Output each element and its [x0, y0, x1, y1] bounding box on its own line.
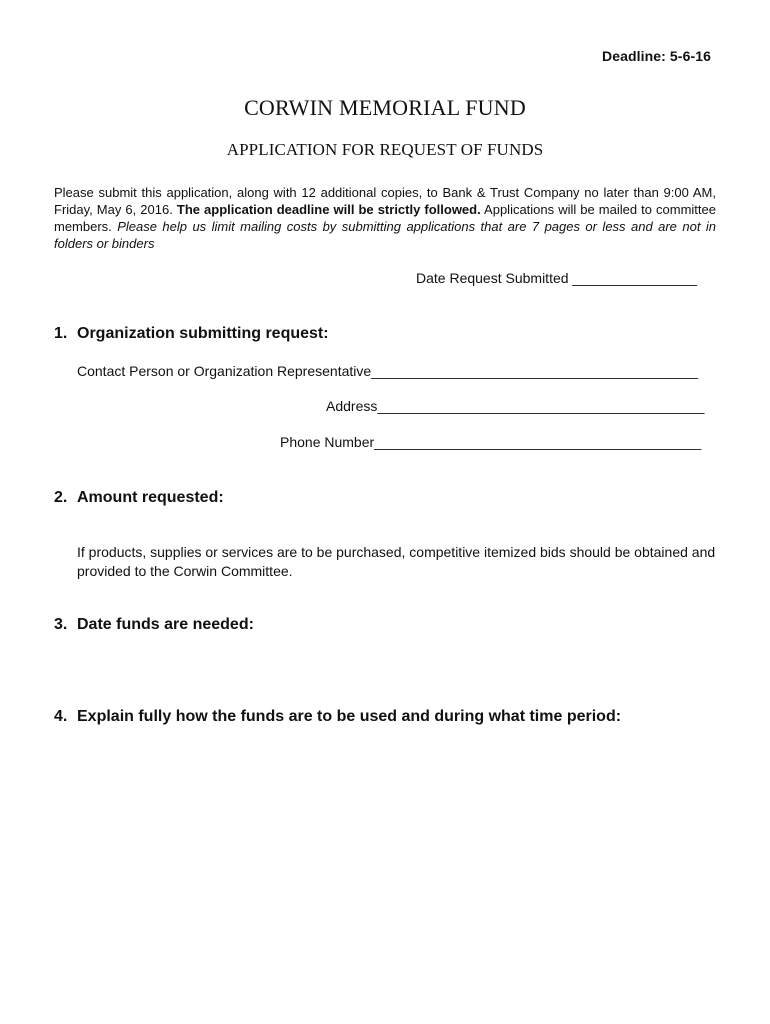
section-organization: [54, 325, 329, 343]
section-explain-usage: [54, 708, 621, 726]
section-number: 1.: [54, 325, 68, 342]
section-amount: [54, 489, 224, 507]
intro-text-part1: Please submit this application, along with 12 additional copies, to Bank & Trust Company no later than 9:00 AM, Friday, May 6, 2016.: [54, 185, 716, 217]
section-label: Amount requested:: [77, 489, 224, 506]
deadline-label: Deadline: 5-6-16: [602, 48, 711, 64]
date-request-submitted-field[interactable]: Date Request Submitted ________________: [416, 270, 697, 286]
phone-number-field[interactable]: Phone Number__________________________________________: [280, 434, 702, 450]
intro-text-part2: Applications will be mailed to committee members.: [54, 202, 716, 234]
address-field[interactable]: Address__________________________________________: [326, 398, 705, 414]
section-label: Organization submitting request:: [77, 325, 329, 342]
section-number: 2.: [54, 489, 68, 506]
section-label: Explain fully how the funds are to be used and during what time period:: [77, 708, 622, 725]
document-subtitle: APPLICATION FOR REQUEST OF FUNDS: [226, 140, 544, 159]
section-label: Date funds are needed:: [77, 616, 254, 633]
contact-person-field[interactable]: Contact Person or Organization Representative__________________________________________: [77, 363, 699, 379]
intro-deadline-warning: The application deadline will be strictly followed.: [176, 202, 481, 217]
section-date-needed: [54, 616, 254, 634]
intro-mailing-note: Please help us limit mailing costs by submitting applications that are 7 pages or less and are not in folders or binders: [54, 219, 716, 251]
section-number: 4.: [54, 708, 68, 725]
document-title: CORWIN MEMORIAL FUND: [244, 95, 526, 120]
section-number: 3.: [54, 616, 68, 633]
bids-note: If products, supplies or services are to be purchased, competitive itemized bids should be obtained and provided to the Corwin Committee.: [77, 544, 716, 579]
intro-paragraph: [54, 184, 716, 252]
